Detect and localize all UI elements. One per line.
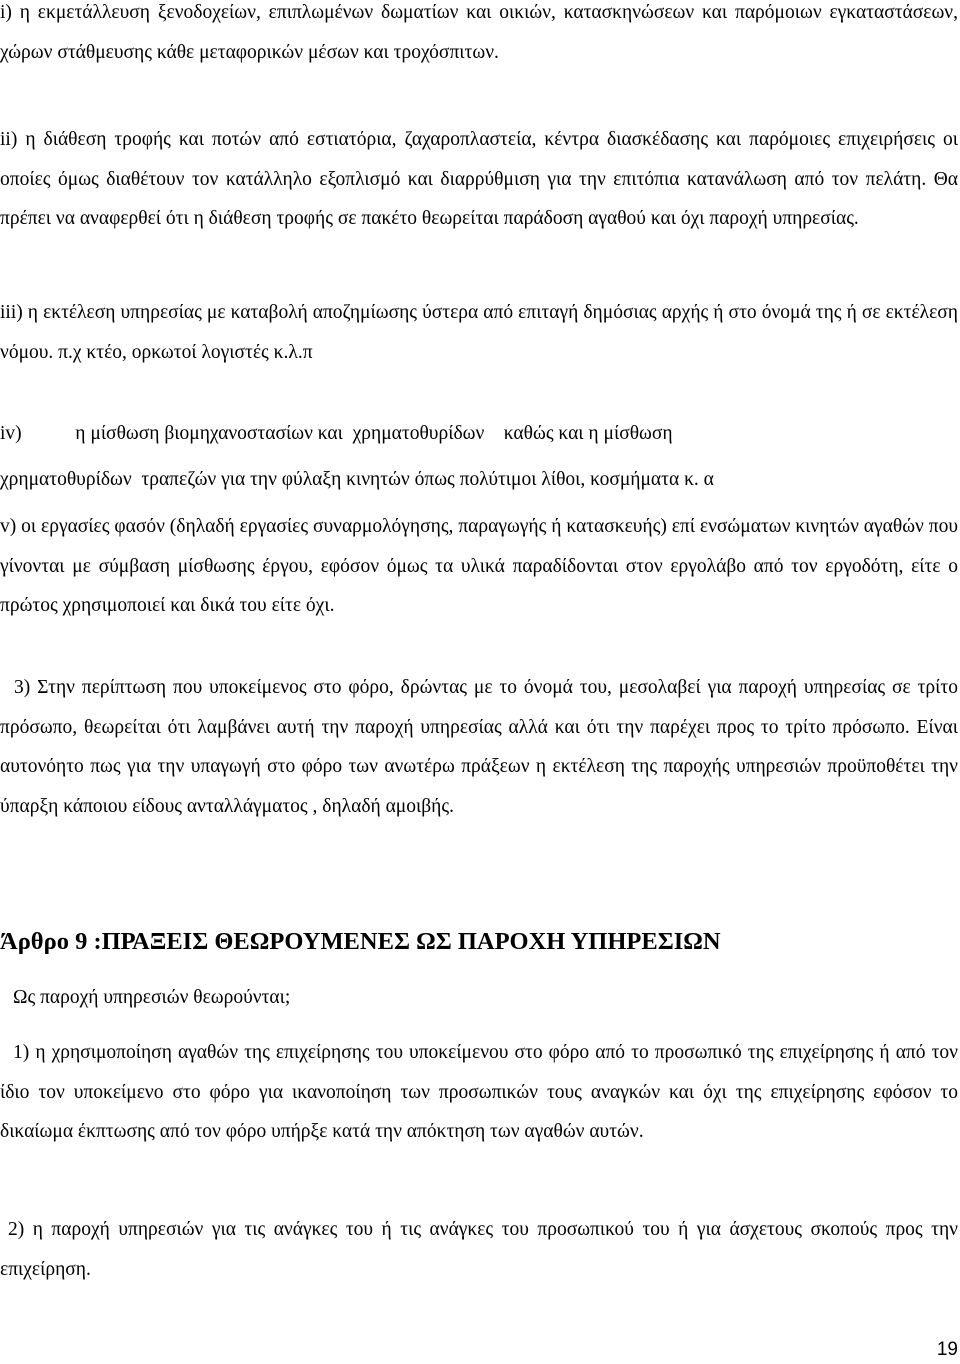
article-heading: Άρθρο 9 :ΠΡΑΞΕΙΣ ΘΕΩΡΟΥΜΕΝΕΣ ΩΣ ΠΑΡΟΧΗ ΥΠΗΡΕΣΙΩΝ [0, 928, 721, 955]
paragraph-3: 3) Στην περίπτωση που υποκείμενος στο φόρο, δρώντας με το όνομά του, μεσολαβεί για παροχή υπηρεσίας σε τρίτο πρόσωπο, θεωρείται ότι λαμβάνει αυτή την παροχή υπηρεσίας αλλά και ότι την παρέχει προς το τρίτο πρόσωπο. Είναι αυτονόητο πως για την υπαγωγή στο φόρο των ανωτέρω πράξεων η εκτέλεση της παροχής υπηρεσιών προϋποθέτει την ύπαρξη κάποιου είδους ανταλλάγματος , δηλαδή αμοιβής. [0, 677, 958, 817]
paragraph-iv-line-1: iv) η μίσθωση βιομηχανοστασίων και χρηματοθυρίδων καθώς και η μίσθωση [0, 423, 673, 444]
page-number: 19 [936, 1339, 958, 1360]
paragraph-i: i) η εκμετάλλευση ξενοδοχείων, επιπλωμένων δωματίων και οικιών, κατασκηνώσεων και παρόμοιων εγκαταστάσεων, χώρων στάθμευσης κάθε μεταφορικών μέσων και τροχόσπιτων. [0, 2, 958, 63]
paragraph-iii: iii) η εκτέλεση υπηρεσίας με καταβολή αποζημίωσης ύστερα από επιταγή δημόσιας αρχής ή στο όνομά της ή σε εκτέλεση νόμου. π.χ κτέο, ορκωτοί λογιστές κ.λ.π [0, 302, 958, 363]
paragraph-1: 1) η χρησιμοποίηση αγαθών της επιχείρησης του υποκείμενου στο φόρο από το προσωπικό της επιχείρησης ή από τον ίδιο τον υποκείμενο στο φόρο για ικανοποίηση των προσωπικών τους αναγκών και όχι της επιχείρησης εφόσον το δικαίωμα έκπτωσης από τον φόρο υπήρξε κατά την απόκτηση των αγαθών αυτών. [0, 1042, 958, 1142]
paragraph-ii: ii) η διάθεση τροφής και ποτών από εστιατόρια, ζαχαροπλαστεία, κέντρα διασκέδασης και παρόμοιες επιχειρήσεις οι οποίες όμως διαθέτουν τον κατάλληλο εξοπλισμό και διαρρύθμιση για την επιτόπια κατανάλωση από τον πελάτη. Θα πρέπει να αναφερθεί ότι η διάθεση τροφής σε πακέτο θεωρείται παράδοση αγαθού και όχι παροχή υπηρεσίας. [0, 129, 958, 229]
paragraph-2: 2) η παροχή υπηρεσιών για τις ανάγκες του ή τις ανάγκες του προσωπικού του ή για άσχετους σκοπούς προς την επιχείρηση. [0, 1219, 958, 1280]
paragraph-v: v) οι εργασίες φασόν (δηλαδή εργασίες συναρμολόγησης, παραγωγής ή κατασκευής) επί ενσώματων κινητών αγαθών που γίνονται με σύμβαση μίσθωσης έργου, εφόσον όμως τα υλικά παραδίδονται στον εργολάβο από τον εργοδότη, είτε ο πρώτος χρησιμοποιεί και δικά του είτε όχι. [0, 516, 958, 616]
paragraph-iv-line-2: χρηματοθυρίδων τραπεζών για την φύλαξη κινητών όπως πολύτιμοι λίθοι, κοσμήματα κ. α [0, 469, 714, 490]
intro-line: Ως παροχή υπηρεσιών θεωρούνται; [13, 987, 291, 1008]
